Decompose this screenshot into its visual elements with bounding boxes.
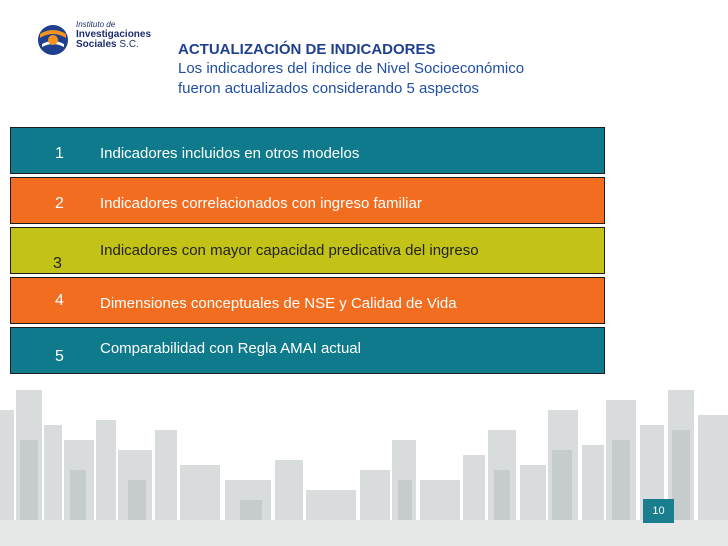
aspect-number: 5 — [55, 348, 64, 365]
slide-subtitle-line-2: fueron actualizados considerando 5 aspectos — [178, 80, 480, 97]
slide-header — [178, 40, 524, 99]
institute-logo — [36, 18, 166, 66]
aspect-text: Comparabilidad con Regla AMAI actual — [100, 340, 361, 357]
logo-line-3: Sociales S.C. — [76, 39, 139, 50]
aspect-number: 4 — [55, 292, 64, 309]
aspect-number: 2 — [55, 195, 64, 212]
logo-line-2: Investigaciones — [76, 29, 152, 40]
aspect-text: Indicadores correlacionados con ingreso familiar — [100, 195, 422, 212]
slide-title: ACTUALIZACIÓN DE INDICADORES — [178, 41, 436, 58]
aspects-list — [10, 127, 605, 377]
aspect-text: Indicadores incluidos en otros modelos — [100, 145, 360, 162]
logo-emblem-icon — [36, 20, 70, 60]
aspect-row-2 — [10, 177, 605, 224]
aspect-row-1 — [10, 127, 605, 174]
slide-subtitle-line-1: Los indicadores del índice de Nivel Socioeconómico — [178, 60, 525, 77]
aspect-number: 1 — [55, 145, 64, 162]
page-number-badge: 10 — [643, 499, 674, 523]
logo-line-1: Instituto de — [76, 20, 116, 29]
aspect-text: Indicadores con mayor capacidad predicativa del ingreso — [100, 242, 479, 259]
aspect-row-3 — [10, 227, 605, 274]
aspect-number: 3 — [53, 255, 62, 272]
aspect-text: Dimensiones conceptuales de NSE y Calidad de Vida — [100, 295, 457, 312]
aspect-row-4 — [10, 277, 605, 324]
aspect-row-5 — [10, 327, 605, 374]
logo-text — [76, 20, 151, 50]
city-skyline-background — [0, 370, 728, 546]
